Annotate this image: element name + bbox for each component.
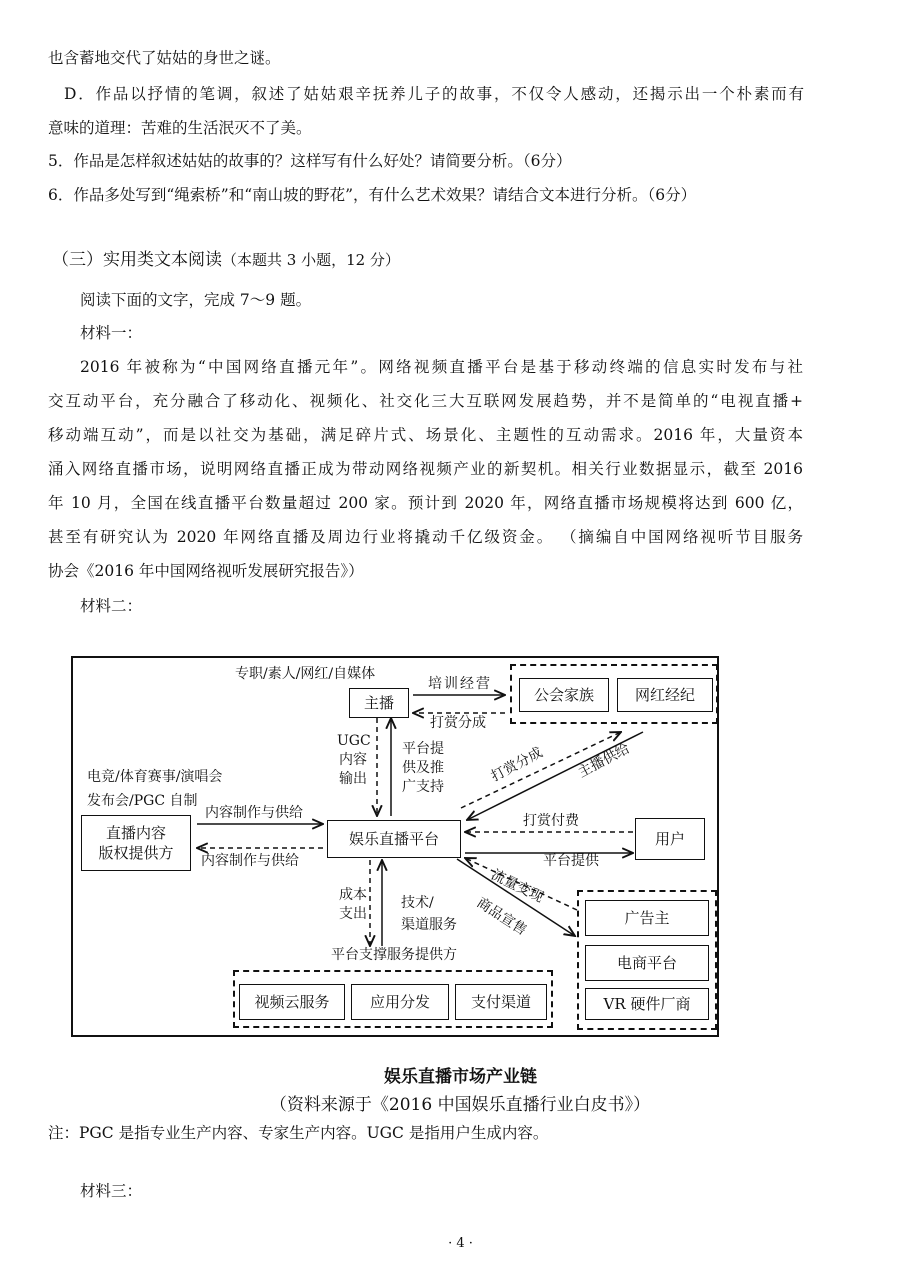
anchor-supply-label: 主播供给 <box>575 740 633 782</box>
influencer-agency-box: 网红经纪 <box>617 678 713 712</box>
support-provider-label: 平台支撑服务提供方 <box>331 947 457 963</box>
page-number: · 4 · <box>448 1236 473 1251</box>
footnote: 注：PGC 是指专业生产内容、专家生产内容。UGC 是指用户生成内容。 <box>48 1124 549 1142</box>
question-5: 5．作品是怎样叙述姑姑的故事的？这样写有什么好处？请简要分析。（6分） <box>48 152 572 170</box>
option-d-line: D．作品以抒情的笔调，叙述了姑姑艰辛抚养儿子的故事，不仅令人感动，还揭示出一个朴素而有 <box>64 85 804 103</box>
advertiser-box: 广告主 <box>585 900 709 936</box>
user-box: 用户 <box>635 818 705 860</box>
material-1-line: 移动端互动”，而是以社交为基础，满足碎片式、场景化、主题性的互动需求。2016 年，大量资本 <box>48 426 803 444</box>
platform-provide-label: 平台提供 <box>543 853 599 869</box>
guild-box: 公会家族 <box>519 678 609 712</box>
content-supply-label: 内容制作与供给 <box>205 805 303 821</box>
instruction: 阅读下面的文字，完成 7～9 题。 <box>80 291 312 309</box>
diagram-title: 娱乐直播市场产业链 <box>384 1067 537 1087</box>
app-distribution-box: 应用分发 <box>351 984 449 1020</box>
training-label: 培训经营 <box>428 676 492 692</box>
material-2-label: 材料二： <box>80 597 143 615</box>
material-1-line: 年 10 月，全国在线直播平台数量超过 200 家。预计到 2020 年，网络直播市场规模将达到 600 亿， <box>48 494 803 512</box>
payment-channel-box: 支付渠道 <box>455 984 547 1020</box>
anchor-types-label: 专职/素人/网红/自媒体 <box>235 666 376 682</box>
copyright-provider-line: 直播内容 <box>105 824 166 842</box>
ecommerce-box: 电商平台 <box>585 945 709 981</box>
tipping-share-label: 打赏分成 <box>430 715 486 731</box>
diagram-source: （资料来源于《2016 中国娱乐直播行业白皮书》） <box>269 1095 651 1115</box>
content-types-label: 电竞/体育赛事/演唱会 <box>87 769 223 785</box>
goods-sales-label: 商品宣售 <box>473 894 530 939</box>
section-note: （本题共 3 小题，12 分） <box>222 251 400 269</box>
material-1-line: 2016 年被称为“中国网络直播元年”。网络视频直播平台是基于移动终端的信息实时发布与社 <box>80 358 803 376</box>
video-cloud-box: 视频云服务 <box>239 984 345 1020</box>
ugc-label: UGC内容输出 <box>337 733 371 787</box>
tipping-payment-label: 打赏付费 <box>523 813 579 829</box>
material-1-line: 涌入网络直播市场，说明网络直播正成为带动网络视频产业的新契机。相关行业数据显示，截至 2016 <box>48 460 803 478</box>
vr-maker-box: VR 硬件厂商 <box>585 988 709 1020</box>
industry-chain-diagram <box>71 656 719 1037</box>
platform-box: 娱乐直播平台 <box>327 820 461 858</box>
platform-support-label: 平台提供及推广支持 <box>402 741 444 795</box>
content-supply-label: 内容制作与供给 <box>201 853 299 869</box>
material-1-line: 交互动平台，充分融合了移动化、视频化、社交化三大互联网发展趋势，并不是简单的“电视直播+ <box>48 392 803 410</box>
tech-channel-label: 渠道服务 <box>401 917 457 933</box>
copyright-provider-line: 版权提供方 <box>98 844 174 862</box>
cost-label: 成本支出 <box>339 887 367 922</box>
anchor-box: 主播 <box>349 688 409 718</box>
question-6: 6．作品多处写到“绳索桥”和“南山坡的野花”，有什么艺术效果？请结合文本进行分析。（6分） <box>48 186 697 204</box>
copyright-provider-box <box>81 815 191 871</box>
section-heading <box>52 250 400 270</box>
material-3-label: 材料三： <box>80 1182 143 1200</box>
material-1-line: 协会《2016 年中国网络视听发展研究报告》） <box>48 562 364 580</box>
tipping-share-diag-label: 打赏分成 <box>488 744 546 786</box>
section-title: （三）实用类文本阅读 <box>52 250 222 270</box>
paragraph-line: 意味的道理：苦难的生活泯灭不了美。 <box>48 119 312 137</box>
content-types-label: 发布会/PGC 自制 <box>87 793 198 809</box>
paragraph-line: 也含蓄地交代了姑姑的身世之谜。 <box>48 49 281 67</box>
traffic-monetize-label: 流量变现 <box>488 866 546 906</box>
material-1-label: 材料一： <box>80 324 143 342</box>
tech-channel-label: 技术/ <box>401 895 434 911</box>
material-1-line: 甚至有研究认为 2020 年网络直播及周边行业将撬动千亿级资金。 （摘编自中国网络视听节目服务 <box>48 528 803 546</box>
